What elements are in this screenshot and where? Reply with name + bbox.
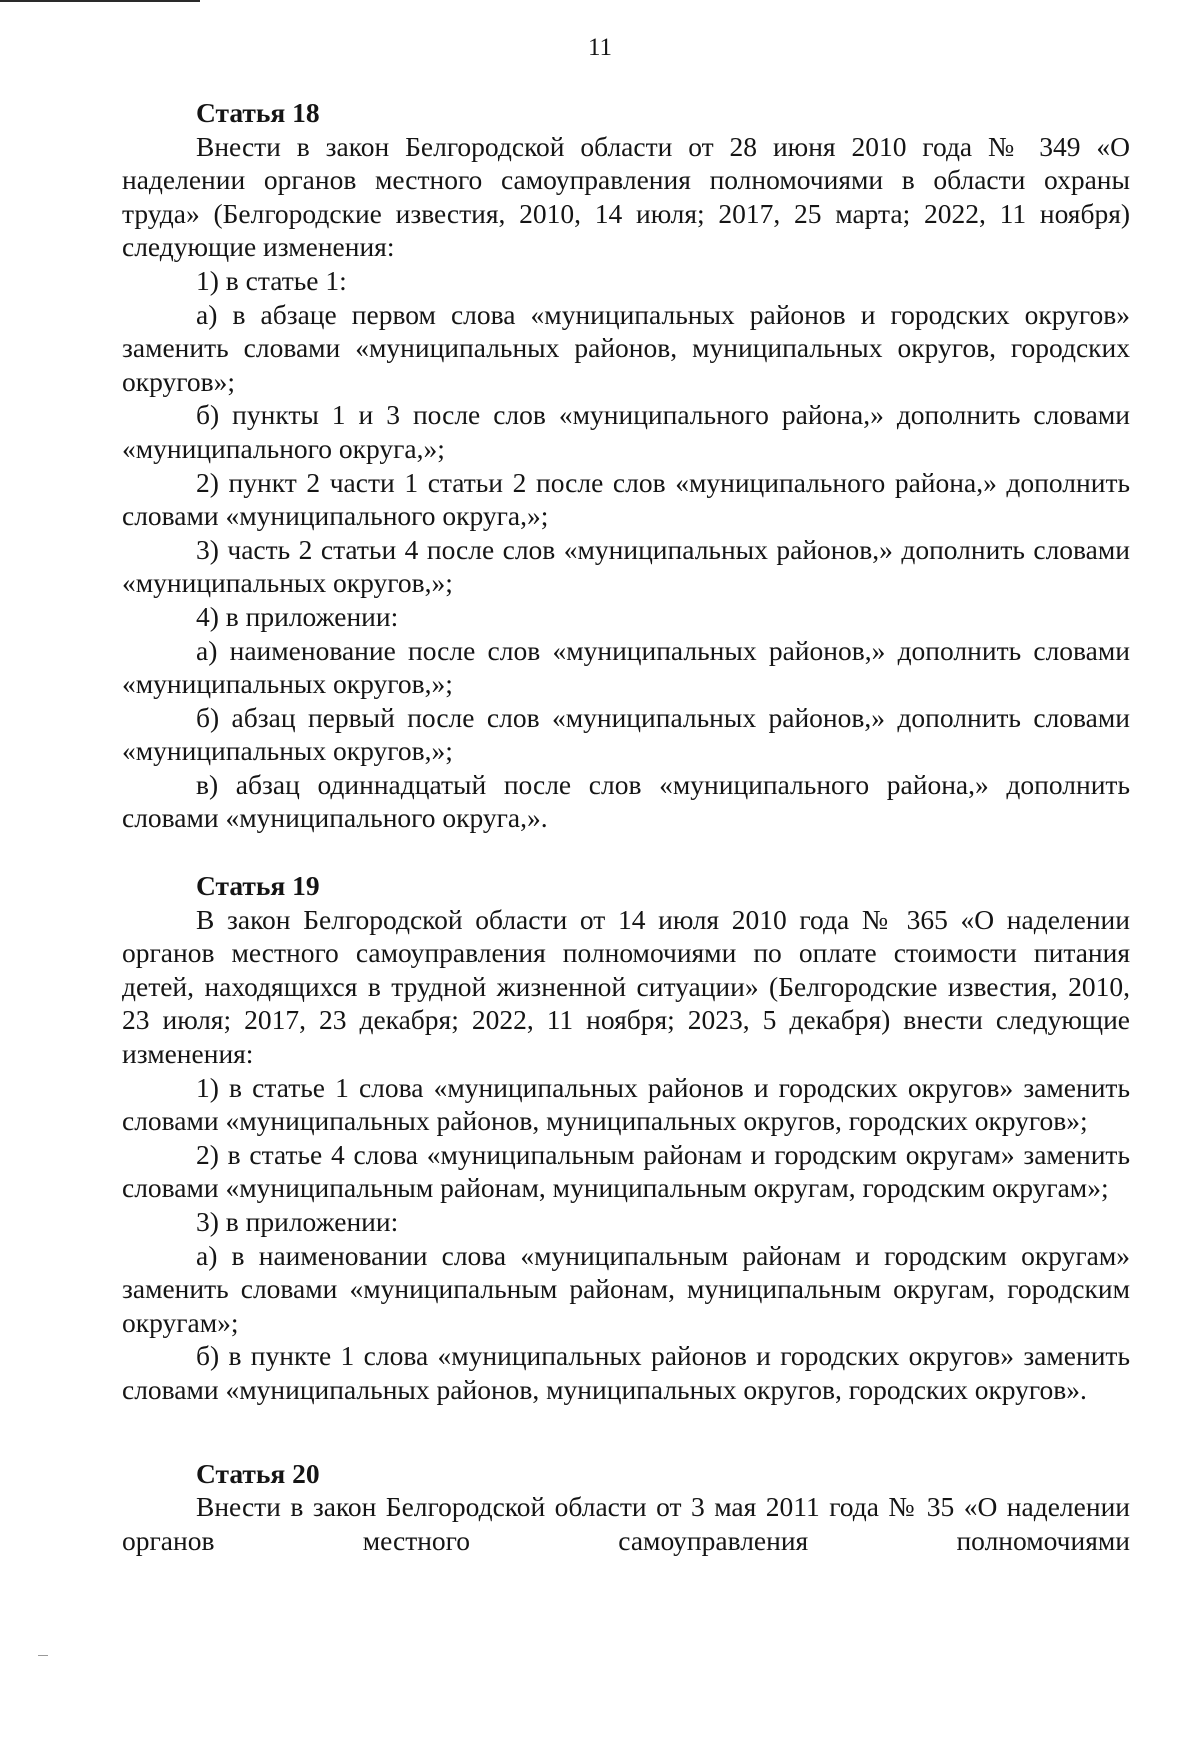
article-paragraph: б) в пункте 1 слова «муниципальных районов и городских округов» заменить словами «муниципальных районов, муниципальных округов, городских округов». <box>122 1340 1130 1405</box>
article-paragraph: б) пункты 1 и 3 после слов «муниципального района,» дополнить словами «муниципального округа,»; <box>122 399 1130 464</box>
document-body <box>122 96 1130 1557</box>
article-paragraph: Внести в закон Белгородской области от 3 мая 2011 года № 35 «О наделении органов местного самоуправления полномочиями <box>122 1491 1130 1556</box>
article-paragraph: 3) часть 2 статьи 4 после слов «муниципальных районов,» дополнить словами «муниципальных округов,»; <box>122 533 1130 599</box>
article-20 <box>122 1457 1130 1558</box>
article-paragraph: 4) в приложении: <box>196 600 399 632</box>
article-title: Статья 20 <box>196 1457 320 1489</box>
article-paragraph: В закон Белгородской области от 14 июля 2010 года № 365 «О наделении органов местного самоуправления полномочиями по оплате стоимости питания детей, находящихся в трудной жизненной ситуации» (Белгородские известия, 2010, 23 июля; 2017, 23 декабря; 2022, 11 ноября; 2023, 5 декабря) внести следующие изменения: <box>122 903 1130 1070</box>
article-paragraph: а) наименование после слов «муниципальных районов,» дополнить словами «муниципальных округов,»; <box>122 634 1130 700</box>
article-title: Статья 18 <box>196 97 320 128</box>
page-number: 11 <box>587 34 613 61</box>
article-paragraph: а) в абзаце первом слова «муниципальных районов и городских округов» заменить словами «муниципальных районов, муниципальных округов, городских округов»; <box>122 298 1130 397</box>
article-paragraph: 1) в статье 1 слова «муниципальных районов и городских округов» заменить словами «муниципальных районов, муниципальных округов, городских округов»; <box>122 1071 1130 1137</box>
article-paragraph: в) абзац одиннадцатый после слов «муниципального района,» дополнить словами «муниципального округа,». <box>122 768 1130 834</box>
scan-edge <box>0 0 200 2</box>
scan-mark <box>38 1655 48 1656</box>
article-paragraph: а) в наименовании слова «муниципальным районам и городским округам» заменить словами «муниципальным районам, муниципальным округам, городским округам»; <box>122 1239 1130 1338</box>
article-title: Статья 19 <box>196 870 320 902</box>
article-paragraph: б) абзац первый после слов «муниципальных районов,» дополнить словами «муниципальных округов,»; <box>122 701 1130 767</box>
article-paragraph: Внести в закон Белгородской области от 28 июня 2010 года № 349 «О наделении органов местного самоуправления полномочиями в области охраны труда» (Белгородские известия, 2010, 14 июля; 2017, 25 марта; 2022, 11 ноября) следующие изменения: <box>122 130 1130 263</box>
article-paragraph: 1) в статье 1: <box>196 264 347 296</box>
article-paragraph: 3) в приложении: <box>196 1206 399 1237</box>
article-19 <box>122 869 1130 1407</box>
article-paragraph: 2) пункт 2 части 1 статьи 2 после слов «муниципального района,» дополнить словами «муниципального округа,»; <box>122 466 1130 532</box>
article-18 <box>122 96 1130 835</box>
article-paragraph: 2) в статье 4 слова «муниципальным районам и городским округам» заменить словами «муниципальным районам, муниципальным округам, городским округам»; <box>122 1138 1130 1204</box>
